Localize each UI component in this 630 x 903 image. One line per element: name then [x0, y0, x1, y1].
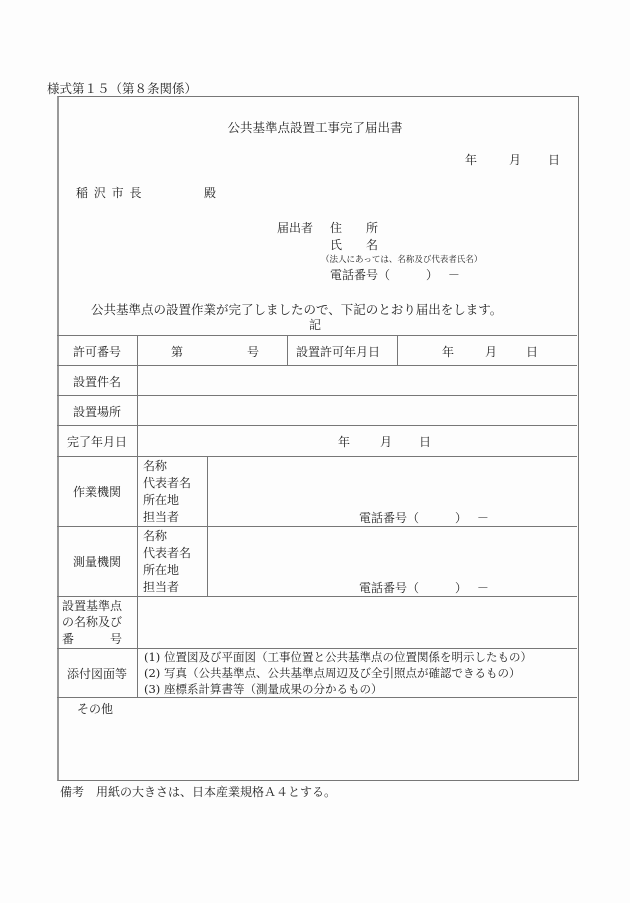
addressee-honorific: 殿	[204, 186, 217, 200]
applicant-address-label: 住 所	[330, 221, 379, 235]
location-field[interactable]	[138, 396, 576, 424]
survey-org-sublabel: 所在地	[143, 563, 180, 577]
point-name-label-line: 設置基準点	[62, 599, 123, 613]
survey-org-phone: 電話番号（ ） －	[359, 581, 489, 595]
row-line	[57, 697, 577, 698]
permit-date-column-line	[397, 335, 398, 365]
attachment-item: (3) 座標系計算書等（測量成果の分かるもの）	[144, 682, 383, 696]
row-line	[57, 335, 577, 336]
page-title: 公共基準点設置工事完了届出書	[227, 120, 403, 135]
applicant-phone-label: 電話番号（ ） －	[330, 268, 460, 282]
permit-no-go: 号	[247, 345, 260, 359]
statement: 公共基準点の設置作業が完了しましたので、下記のとおり届出をします。	[91, 302, 503, 317]
point-name-label-line: 番 号	[62, 632, 123, 646]
permit-date-day: 日	[526, 345, 539, 359]
work-org-sublabel: 担当者	[143, 510, 180, 524]
addressee-name: 稲 沢 市 長	[76, 186, 143, 200]
date-year: 年	[465, 153, 478, 167]
point-name-field[interactable]	[138, 597, 576, 647]
completion-date-year: 年	[338, 435, 351, 449]
survey-org-sublabel: 担当者	[143, 580, 180, 594]
permit-column-line	[287, 335, 288, 365]
ki-label: 記	[308, 318, 321, 332]
completion-date-day: 日	[419, 435, 432, 449]
permit-date-label: 設置許可年月日	[296, 345, 381, 359]
case-name-field[interactable]	[138, 366, 576, 394]
attachment-item: (1) 位置図及び平面図（工事位置と公共基準点の位置関係を明示したもの）	[144, 650, 532, 664]
attachments-label: 添付図面等	[66, 667, 127, 681]
attachment-item: (2) 写真（公共基準点、公共基準点周辺及び全引照点が確認できるもの）	[144, 666, 521, 680]
date-day: 日	[548, 153, 561, 167]
work-org-label: 作業機関	[72, 485, 121, 499]
work-org-sublabel: 代表者名	[143, 476, 192, 490]
applicant-corp-note: （法人にあっては、名称及び代表者氏名）	[321, 255, 483, 265]
permit-no-dai: 第	[171, 345, 184, 359]
other-label: その他	[77, 702, 114, 716]
work-org-field[interactable]	[208, 457, 576, 507]
form-id: 様式第１５（第８条関係）	[47, 81, 198, 96]
survey-org-label: 測量機関	[72, 555, 121, 569]
work-org-phone: 電話番号（ ） －	[359, 511, 489, 525]
work-org-sublabel: 所在地	[143, 493, 180, 507]
other-field[interactable]	[58, 716, 576, 778]
applicant-name-label: 氏 名	[330, 238, 379, 252]
completion-date-month: 月	[380, 435, 393, 449]
survey-org-sublabel: 名称	[143, 529, 168, 543]
remarks: 備考 用紙の大きさは、日本産業規格Ａ４とする。	[60, 785, 337, 799]
permit-date-year: 年	[442, 345, 455, 359]
survey-org-field[interactable]	[208, 527, 576, 577]
row-line	[57, 425, 577, 426]
location-label: 設置場所	[72, 405, 121, 419]
applicant-label: 届出者	[277, 221, 314, 235]
work-org-sublabel: 名称	[143, 459, 168, 473]
survey-org-sublabel: 代表者名	[143, 546, 192, 560]
permit-date-month: 月	[485, 345, 498, 359]
date-month: 月	[509, 153, 522, 167]
completion-date-label: 完了年月日	[66, 435, 127, 449]
permit-no-label: 許可番号	[72, 345, 121, 359]
case-name-label: 設置件名	[72, 375, 121, 389]
point-name-label-line: の名称及び	[62, 615, 123, 629]
